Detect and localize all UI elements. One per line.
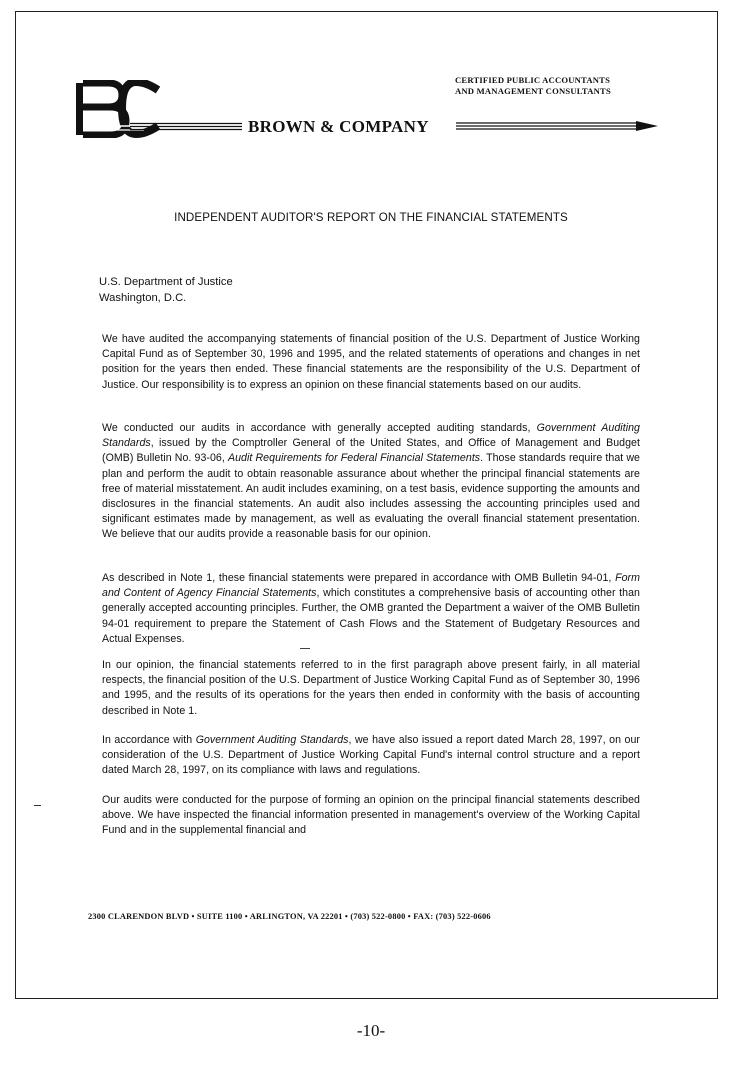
p2-text-e: . Those standards require that we plan and perform the audit to obtain reasonable assurance about whether the principal financial statements are free of material misstatement. An audit includes examining, on a test basis, evidence supporting the amounts and disclosures in the financial statements. An audit also includes assessing the accounting principles used and significant estimates made by management, as well as evaluating the overall financial statement presentation. We believe that our audits provide a reasonable basis for our opinion. <box>102 452 640 541</box>
p2-text-a: We conducted our audits in accordance with generally accepted auditing standards, <box>102 422 531 434</box>
addressee-block <box>99 275 233 306</box>
p5-italic-gas: Government Auditing Standards <box>195 734 349 746</box>
paragraph-opinion: In our opinion, the financial statements referred to in the first paragraph above present fairly, in all material respects, the financial position of the U.S. Department of Justice Working Capital Fund as of September 30, 1996 and 1995, and the results of its operations for the years then ended in conformity with the basis of accounting described in Note 1. <box>102 659 640 717</box>
paragraph-supplemental: Our audits were conducted for the purpose of forming an opinion on the principal financial statements described above. We have inspected the financial information presented in management's overview of the Working Capital Fund and in the supplemental financial and <box>102 794 640 837</box>
p5-text-c: , we have also issued a report dated March 28, 1997, on our consideration of the U.S. Department of Justice Working Capital Fund's internal control structure and a report dated March 28, 1997, on its compliance with laws and regulations. <box>102 734 641 777</box>
p3-text-c: , which constitutes a comprehensive basis of accounting other than generally accepted accounting principles. Further, the OMB granted the Department a waiver of the OMB Bulletin 94-01 requirement to prepare the Statement of Cash Flows and the Statement of Budgetary Resources and Actual Expenses. <box>102 587 640 645</box>
p5-text-a: In accordance with <box>102 734 193 746</box>
tagline-line-1: CERTIFIED PUBLIC ACCOUNTANTS <box>455 75 611 85</box>
letterhead-rule-left <box>130 122 242 131</box>
p2-italic-bulletin: Audit Requirements for Federal Financial Statements <box>227 452 481 465</box>
p2-italic-gas: Government Auditing Standards <box>102 422 640 450</box>
paragraph-standards <box>102 421 640 543</box>
paragraph-basis <box>102 571 640 647</box>
addressee-line-2: Washington, D.C. <box>99 291 187 304</box>
p3-text-a: As described in Note 1, these financial statements were prepared in accordance with OMB Bulletin 94-01, <box>102 572 612 584</box>
report-title: INDEPENDENT AUDITOR'S REPORT ON THE FINANCIAL STATEMENTS <box>174 211 568 224</box>
p2-text-c: , issued by the Comptroller General of the United States, and Office of Management and Budget (OMB) Bulletin No. 93-06, <box>102 437 640 465</box>
paragraph-scope: We have audited the accompanying statements of financial position of the U.S. Department of Justice Working Capital Fund as of September 30, 1996 and 1995, and the related statements of operations and changes in net position for the years then ended. These financial statements are the responsibility of the U.S. Department of Justice. Our responsibility is to express an opinion on these financial statements based on our audits. <box>102 333 640 391</box>
page-number: -10- <box>356 1021 386 1040</box>
tagline-line-2: AND MANAGEMENT CONSULTANTS <box>455 86 611 96</box>
firm-tagline <box>455 75 655 97</box>
stray-mark <box>300 648 310 649</box>
firm-name: BROWN & COMPANY <box>248 117 429 136</box>
addressee-line-1: U.S. Department of Justice <box>99 276 233 288</box>
footer-address: 2300 CLARENDON BLVD • SUITE 1100 • ARLINGTON, VA 22201 • (703) 522-0800 • FAX: (703) 522-0606 <box>88 912 491 921</box>
p3-italic-form: Form and Content of Agency Financial Statements <box>102 572 640 600</box>
paragraph-other-reports <box>102 733 640 779</box>
margin-mark <box>34 805 41 806</box>
letterhead-arrow-rule <box>456 120 658 132</box>
